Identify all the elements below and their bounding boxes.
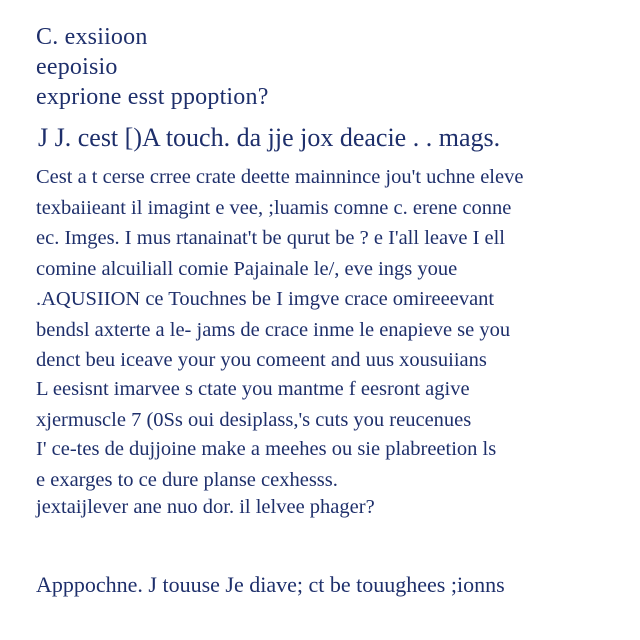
paragraph-1 [36,162,616,376]
text-line: xjermuscle 7 (0Ss oui desiplass,'s cuts you reucenues [36,408,472,431]
text-line: Cest a t cerse crree crate deette mainnince jou't uchne eleve [36,166,524,188]
text-line: texbaiieant il imagint e vee, ;luamis comne c. erene conne [36,196,512,219]
text-line: e exarges to ce dure planse cexhesss. [36,468,338,491]
text-line: I' ce-tes de dujjoine make a meehes ou sie plabreetion ls [36,438,497,460]
text-line: comine alcuiliall comie Pajainale le/, eve ings youe [36,257,458,280]
title-block [36,22,596,112]
paragraph-3 [36,434,616,495]
footer-line: Apppochne. J touuse Je diave; ct be touughees ;ionns [36,572,505,597]
title-line-2: eepoisio [36,54,118,80]
text-line: .AQUSIION ce Touchnes be I imgve crace omireeevant [36,288,495,310]
paragraph-4 [36,492,616,523]
text-line: L eesisnt imarvee s ctate you mantme f eesront agive [36,378,470,400]
section-heading: J J. cest [)A touch. da jje jox deacie . . mags. [38,123,501,152]
title-line-3: exprione esst ppoption? [36,84,269,110]
text-line: ec. Imges. I mus rtanainat't be qurut be ? e I'all leave I ell [36,227,506,249]
paragraph-2 [36,374,616,435]
text-line: jextaijlever ane nuo dor. il lelvee phager? [36,496,375,518]
text-line: denct beu iceave your you comeent and uus xousuiians [36,349,487,371]
text-line: bendsl axterte a le- jams de crace inme le enapieve se you [36,318,511,341]
title-line-1: C. exsiioon [36,24,148,50]
